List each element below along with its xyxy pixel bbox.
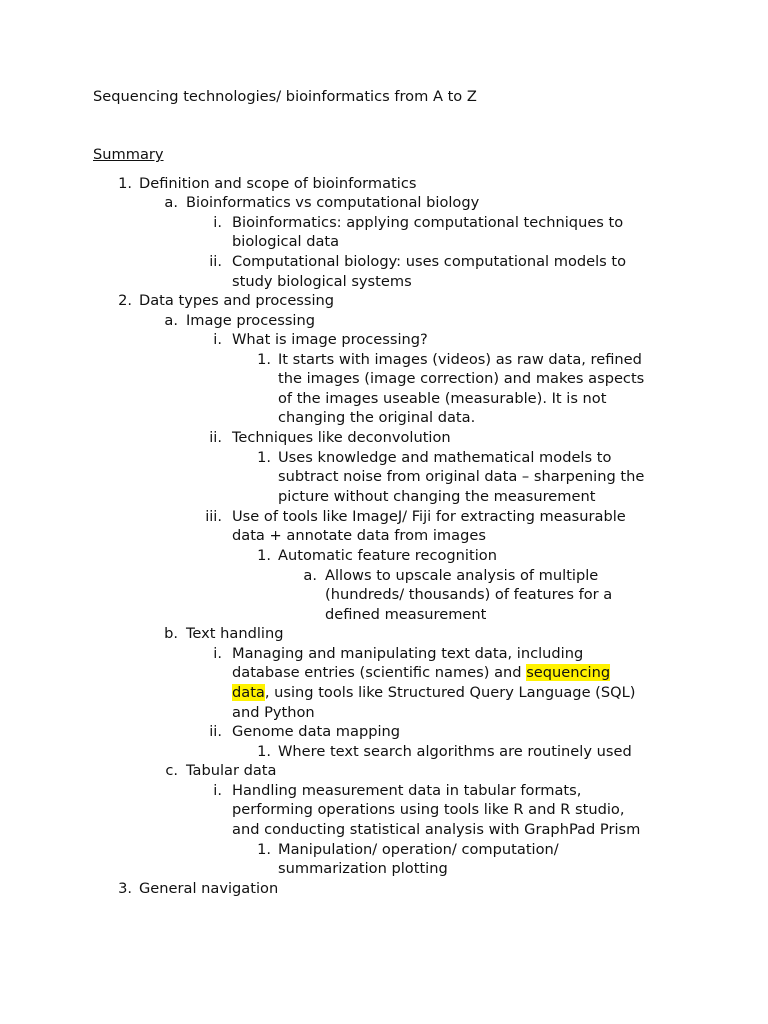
list-item-text: Bioinformatics vs computational biology [186,194,480,211]
list-item-text [232,663,610,683]
list-item-text: performing operations using tools like R and R studio, [232,801,625,818]
list-marker: 1. [257,841,271,858]
highlighted-text: sequencing [526,664,611,681]
list-item-text: Bioinformatics: applying computational techniques to [232,214,624,231]
list-item-text: Data types and processing [139,292,335,309]
summary-heading: Summary [93,146,164,163]
list-item-text: defined measurement [325,606,487,623]
list-item-text: subtract noise from original data – sharpening the [278,468,645,485]
list-item-text: Computational biology: uses computational models to [232,253,627,270]
list-marker: a. [164,312,178,329]
list-marker: 3. [118,880,132,897]
list-item-text: What is image processing? [232,331,428,348]
list-marker: 1. [257,351,271,368]
list-item-text: Manipulation/ operation/ computation/ [278,841,559,858]
list-item-text: Genome data mapping [232,723,401,740]
highlighted-text: data [232,684,265,701]
list-item-text: and conducting statistical analysis with GraphPad Prism [232,821,641,838]
list-marker: c. [165,762,178,779]
list-marker: a. [164,194,178,211]
list-marker: ii. [209,429,222,446]
document-title: Sequencing technologies/ bioinformatics from A to Z [93,88,477,105]
list-item-text: of the images useable (measurable). It is not [278,390,607,407]
list-item-text: Handling measurement data in tabular formats, [232,782,582,799]
list-item-text: the images (image correction) and makes aspects [278,370,645,387]
list-item-text: Where text search algorithms are routinely used [278,743,632,760]
list-marker: a. [303,567,317,584]
list-marker: iii. [205,508,222,525]
list-marker: 1. [257,449,271,466]
list-marker: i. [213,331,222,348]
list-item-text: data + annotate data from images [232,527,486,544]
list-item-text: Allows to upscale analysis of multiple [325,567,599,584]
list-marker: i. [213,782,222,799]
list-marker: 1. [257,547,271,564]
list-item-text: changing the original data. [278,409,476,426]
list-item-text: (hundreds/ thousands) of features for a [325,586,613,603]
list-marker: i. [213,645,222,662]
list-item-text: Image processing [186,312,315,329]
list-marker: 1. [118,175,132,192]
list-item-text: Use of tools like ImageJ/ Fiji for extracting measurable [232,508,626,525]
list-marker: i. [213,214,222,231]
list-item-text: and Python [232,704,315,721]
text-run: database entries (scientific names) and [232,664,527,681]
text-run: , using tools like Structured Query Language (SQL) [264,684,636,701]
list-item-text: Tabular data [186,762,277,779]
list-item-text [232,683,635,703]
list-item-text: Techniques like deconvolution [232,429,451,446]
list-marker: 2. [118,292,132,309]
list-marker: ii. [209,723,222,740]
list-item-text: It starts with images (videos) as raw data, refined [278,351,642,368]
list-marker: ii. [209,253,222,270]
list-item-text: summarization plotting [278,860,448,877]
list-marker: b. [164,625,178,642]
list-item-text: Uses knowledge and mathematical models to [278,449,612,466]
list-item-text: Definition and scope of bioinformatics [139,175,417,192]
list-item-text: Automatic feature recognition [278,547,497,564]
list-item-text: study biological systems [232,273,412,290]
list-marker: 1. [257,743,271,760]
list-item-text: General navigation [139,880,279,897]
list-item-text: Text handling [186,625,284,642]
list-item-text: Managing and manipulating text data, including [232,645,584,662]
list-item-text: biological data [232,233,340,250]
list-item-text: picture without changing the measurement [278,488,596,505]
